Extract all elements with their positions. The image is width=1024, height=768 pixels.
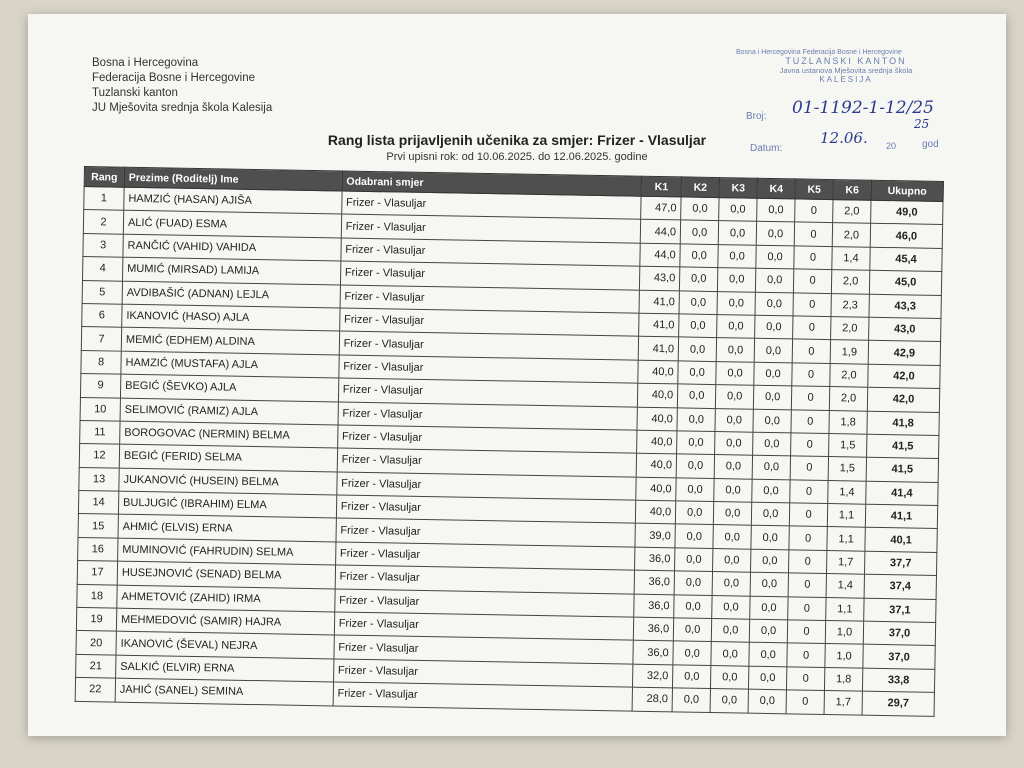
cell-smjer: Frizer - Vlasuljar [340, 285, 640, 314]
cell-ukupno: 42,9 [868, 341, 940, 366]
cell-k1: 28,0 [632, 687, 672, 711]
cell-k4: 0,0 [756, 245, 794, 269]
cell-k4: 0,0 [753, 432, 791, 456]
cell-k5: 0 [789, 526, 827, 550]
cell-k6: 1,4 [832, 246, 870, 270]
cell-k1: 44,0 [640, 243, 680, 267]
cell-k1: 36,0 [633, 617, 673, 641]
cell-k3: 0,0 [716, 338, 754, 362]
cell-ukupno: 42,0 [867, 387, 939, 412]
cell-ukupno: 43,0 [869, 317, 941, 342]
cell-ukupno: 46,0 [870, 224, 942, 249]
cell-k2: 0,0 [675, 501, 713, 525]
cell-k1: 36,0 [635, 547, 675, 571]
stamp-year-hand: 25 [914, 117, 930, 131]
cell-k6: 1,5 [828, 457, 866, 481]
cell-k4: 0,0 [756, 222, 794, 246]
cell-ukupno: 37,0 [863, 621, 935, 646]
cell-k4: 0,0 [749, 643, 787, 667]
stamp-top-line: Bosna i Hercegovina Federacija Bosne i Hercegovine [736, 49, 902, 56]
cell-k2: 0,0 [678, 361, 716, 385]
cell-k2: 0,0 [679, 314, 717, 338]
header-line-school: JU Mješovita srednja škola Kalesija [92, 102, 273, 114]
cell-name: HAMZIĆ (HASAN) AJIŠA [124, 187, 342, 214]
cell-k3: 0,0 [718, 221, 756, 245]
cell-k4: 0,0 [749, 666, 787, 690]
stamp-god: god [922, 139, 939, 150]
cell-k2: 0,0 [680, 220, 718, 244]
cell-k4: 0,0 [754, 339, 792, 363]
cell-k3: 0,0 [718, 268, 756, 292]
cell-k5: 0 [790, 456, 828, 480]
cell-rang: 13 [79, 467, 119, 491]
cell-k3: 0,0 [714, 478, 752, 502]
cell-k4: 0,0 [749, 619, 787, 643]
cell-name: MEHMEDOVIĆ (SAMIR) HAJRA [116, 608, 334, 635]
cell-ukupno: 37,1 [864, 598, 936, 623]
cell-k4: 0,0 [751, 549, 789, 573]
cell-k2: 0,0 [674, 571, 712, 595]
cell-k6: 2,0 [831, 317, 869, 341]
cell-k1: 40,0 [638, 383, 678, 407]
cell-k5: 0 [793, 269, 831, 293]
cell-name: SALKIĆ (ELVIR) ERNA [116, 655, 334, 682]
cell-k1: 40,0 [637, 407, 677, 431]
cell-k3: 0,0 [711, 665, 749, 689]
cell-k2: 0,0 [677, 431, 715, 455]
cell-k3: 0,0 [716, 361, 754, 385]
cell-smjer: Frizer - Vlasuljar [336, 472, 636, 501]
col-header-smjer: Odabrani smjer [342, 171, 642, 196]
cell-k5: 0 [792, 363, 830, 387]
cell-k3: 0,0 [713, 548, 751, 572]
cell-smjer: Frizer - Vlasuljar [335, 542, 635, 571]
cell-k5: 0 [794, 222, 832, 246]
cell-k3: 0,0 [711, 619, 749, 643]
cell-smjer: Frizer - Vlasuljar [338, 378, 638, 407]
cell-k3: 0,0 [719, 198, 757, 222]
ranking-table [75, 166, 944, 717]
cell-name: BEGIĆ (FERID) SELMA [119, 444, 337, 471]
cell-k2: 0,0 [680, 267, 718, 291]
cell-ukupno: 41,5 [867, 434, 939, 459]
cell-k3: 0,0 [717, 291, 755, 315]
cell-rang: 8 [81, 350, 121, 374]
page-title: Rang lista prijavljenih učenika za smjer: Frizer - Vlasuljar [327, 132, 707, 148]
cell-k1: 40,0 [638, 360, 678, 384]
cell-k4: 0,0 [752, 479, 790, 503]
cell-k3: 0,0 [715, 408, 753, 432]
cell-ukupno: 37,4 [864, 574, 936, 599]
cell-smjer: Frizer - Vlasuljar [336, 495, 636, 524]
cell-k6: 1,0 [825, 621, 863, 645]
cell-name: BULJUGIĆ (IBRAHIM) ELMA [118, 491, 336, 518]
cell-k1: 41,0 [639, 313, 679, 337]
cell-k3: 0,0 [713, 502, 751, 526]
cell-k3: 0,0 [714, 455, 752, 479]
cell-rang: 10 [80, 397, 120, 421]
cell-k4: 0,0 [751, 502, 789, 526]
col-header-k6: K6 [833, 180, 871, 201]
cell-smjer: Frizer - Vlasuljar [337, 425, 637, 454]
cell-k3: 0,0 [715, 431, 753, 455]
cell-ukupno: 43,3 [869, 294, 941, 319]
cell-name: ALIĆ (FUAD) ESMA [123, 211, 341, 238]
cell-smjer: Frizer - Vlasuljar [338, 401, 638, 430]
cell-k6: 1,8 [824, 667, 862, 691]
col-header-name: Prezime (Roditelj) Ime [124, 167, 342, 191]
cell-ukupno: 42,0 [868, 364, 940, 389]
cell-smjer: Frizer - Vlasuljar [339, 355, 639, 384]
cell-k5: 0 [795, 199, 833, 223]
cell-k4: 0,0 [757, 198, 795, 222]
stamp-year-suffix: 20 [886, 141, 897, 151]
cell-k6: 1,4 [828, 480, 866, 504]
cell-name: MUMIĆ (MIRSAD) LAMIJA [122, 257, 340, 284]
cell-rang: 11 [80, 420, 120, 444]
cell-k5: 0 [791, 433, 829, 457]
cell-ukupno: 45,4 [870, 247, 942, 272]
col-header-k5: K5 [795, 179, 833, 200]
cell-k6: 2,0 [832, 223, 870, 247]
cell-k6: 2,0 [833, 200, 871, 224]
cell-k1: 43,0 [640, 266, 680, 290]
cell-k4: 0,0 [755, 292, 793, 316]
stamp-broj-label: Broj: [746, 111, 767, 122]
stamp-datum-value: 12.06. [820, 129, 868, 147]
cell-k3: 0,0 [712, 572, 750, 596]
cell-smjer: Frizer - Vlasuljar [339, 308, 639, 337]
cell-ukupno: 45,0 [869, 270, 941, 295]
col-header-k3: K3 [719, 178, 757, 199]
cell-ukupno: 33,8 [862, 668, 934, 693]
cell-ukupno: 41,4 [866, 481, 938, 506]
cell-smjer: Frizer - Vlasuljar [334, 589, 634, 618]
stamp-canton: TUZLANSKI KANTON [785, 56, 907, 66]
cell-name: HAMZIĆ (MUSTAFA) AJLA [121, 351, 339, 378]
cell-k1: 40,0 [637, 430, 677, 454]
cell-name: JUKANOVIĆ (HUSEIN) BELMA [119, 468, 337, 495]
cell-k1: 40,0 [636, 453, 676, 477]
cell-k1: 44,0 [640, 220, 680, 244]
cell-k5: 0 [793, 292, 831, 316]
cell-smjer: Frizer - Vlasuljar [335, 565, 635, 594]
cell-rang: 4 [83, 257, 123, 281]
cell-k5: 0 [792, 339, 830, 363]
cell-k1: 32,0 [633, 664, 673, 688]
cell-k6: 1,4 [826, 574, 864, 598]
cell-rang: 20 [76, 631, 116, 655]
institution-header [92, 56, 272, 116]
cell-k6: 1,1 [827, 504, 865, 528]
cell-rang: 15 [78, 514, 118, 538]
cell-rang: 3 [83, 233, 123, 257]
cell-k5: 0 [788, 573, 826, 597]
cell-name: IKANOVIĆ (ŠEVAL) NEJRA [116, 632, 334, 659]
cell-k2: 0,0 [676, 454, 714, 478]
cell-k4: 0,0 [753, 409, 791, 433]
cell-k1: 36,0 [634, 594, 674, 618]
cell-k6: 1,9 [830, 340, 868, 364]
cell-rang: 21 [76, 654, 116, 678]
stamp-datum-label: Datum: [750, 143, 783, 154]
cell-k6: 1,7 [824, 691, 862, 715]
cell-k6: 1,1 [826, 597, 864, 621]
cell-name: SELIMOVIĆ (RAMIZ) AJLA [120, 398, 338, 425]
cell-name: MEMIĆ (EDHEM) ALDINA [121, 328, 339, 355]
cell-k4: 0,0 [755, 315, 793, 339]
cell-smjer: Frizer - Vlasuljar [341, 191, 641, 220]
header-line-canton: Tuzlanski kanton [92, 87, 178, 99]
stamp-broj-value: 01-1192-1-12/25 [792, 98, 934, 118]
cell-ukupno: 40,1 [865, 528, 937, 553]
cell-rang: 22 [75, 678, 115, 702]
cell-name: IKANOVIĆ (HASO) AJLA [122, 304, 340, 331]
cell-name: HUSEJNOVIĆ (SENAD) BELMA [117, 561, 335, 588]
cell-smjer: Frizer - Vlasuljar [333, 659, 633, 688]
cell-k1: 36,0 [634, 570, 674, 594]
cell-k4: 0,0 [751, 526, 789, 550]
cell-k2: 0,0 [675, 524, 713, 548]
col-header-rang: Rang [84, 167, 124, 188]
cell-k5: 0 [789, 550, 827, 574]
cell-k2: 0,0 [673, 618, 711, 642]
cell-k2: 0,0 [672, 688, 710, 712]
cell-rang: 7 [81, 327, 121, 351]
cell-k3: 0,0 [712, 595, 750, 619]
cell-k3: 0,0 [711, 642, 749, 666]
cell-k1: 40,0 [636, 477, 676, 501]
cell-k2: 0,0 [680, 244, 718, 268]
col-header-k4: K4 [757, 178, 795, 199]
cell-smjer: Frizer - Vlasuljar [339, 331, 639, 360]
cell-k4: 0,0 [748, 689, 786, 713]
cell-k5: 0 [789, 503, 827, 527]
cell-k2: 0,0 [676, 478, 714, 502]
cell-k2: 0,0 [681, 197, 719, 221]
cell-k4: 0,0 [756, 268, 794, 292]
cell-k5: 0 [793, 316, 831, 340]
cell-k2: 0,0 [678, 337, 716, 361]
cell-rang: 19 [76, 607, 116, 631]
header-line-country: Bosna i Hercegovina [92, 57, 199, 69]
cell-k4: 0,0 [752, 456, 790, 480]
cell-rang: 17 [77, 561, 117, 585]
cell-k6: 2,0 [830, 363, 868, 387]
cell-k4: 0,0 [750, 596, 788, 620]
cell-k1: 41,0 [638, 337, 678, 361]
cell-k6: 1,0 [825, 644, 863, 668]
page-subtitle: Prvi upisni rok: od 10.06.2025. do 12.06.2025. godine [386, 151, 648, 163]
cell-ukupno: 37,7 [864, 551, 936, 576]
cell-k6: 1,7 [827, 550, 865, 574]
cell-k3: 0,0 [713, 525, 751, 549]
cell-ukupno: 49,0 [871, 200, 943, 225]
cell-k1: 36,0 [633, 641, 673, 665]
cell-k3: 0,0 [718, 244, 756, 268]
cell-k2: 0,0 [675, 548, 713, 572]
cell-rang: 16 [78, 537, 118, 561]
cell-name: AHMIĆ (ELVIS) ERNA [118, 515, 336, 542]
cell-smjer: Frizer - Vlasuljar [337, 448, 637, 477]
cell-ukupno: 41,8 [867, 411, 939, 436]
col-header-ukupno: Ukupno [871, 180, 943, 201]
cell-smjer: Frizer - Vlasuljar [340, 261, 640, 290]
col-header-k1: K1 [641, 176, 681, 197]
col-header-k2: K2 [681, 177, 719, 198]
cell-k3: 0,0 [715, 385, 753, 409]
cell-k2: 0,0 [673, 641, 711, 665]
cell-name: RANČIĆ (VAHID) VAHIDA [123, 234, 341, 261]
cell-smjer: Frizer - Vlasuljar [341, 214, 641, 243]
cell-rang: 5 [82, 280, 122, 304]
cell-rang: 9 [80, 374, 120, 398]
cell-k1: 40,0 [636, 500, 676, 524]
cell-k6: 2,0 [831, 270, 869, 294]
cell-k6: 2,0 [829, 387, 867, 411]
cell-k5: 0 [791, 386, 829, 410]
cell-name: BOROGOVAC (NERMIN) BELMA [120, 421, 338, 448]
cell-k4: 0,0 [750, 572, 788, 596]
cell-k2: 0,0 [677, 407, 715, 431]
cell-name: AHMETOVIĆ (ZAHID) IRMA [117, 585, 335, 612]
cell-k5: 0 [787, 667, 825, 691]
cell-k1: 47,0 [641, 196, 681, 220]
cell-k1: 39,0 [635, 524, 675, 548]
cell-k5: 0 [794, 246, 832, 270]
cell-k2: 0,0 [673, 665, 711, 689]
cell-k6: 1,5 [829, 433, 867, 457]
cell-rang: 14 [78, 491, 118, 515]
cell-rang: 6 [82, 303, 122, 327]
stamp-city: KALESIJA [819, 75, 873, 84]
document-page [28, 14, 1006, 736]
cell-k5: 0 [786, 690, 824, 714]
cell-k6: 1,1 [827, 527, 865, 551]
cell-smjer: Frizer - Vlasuljar [333, 682, 633, 711]
cell-smjer: Frizer - Vlasuljar [334, 635, 634, 664]
cell-k2: 0,0 [674, 595, 712, 619]
cell-k5: 0 [788, 596, 826, 620]
cell-k3: 0,0 [717, 315, 755, 339]
cell-k1: 41,0 [639, 290, 679, 314]
cell-name: AVDIBAŠIĆ (ADNAN) LEJLA [122, 281, 340, 308]
cell-ukupno: 41,1 [865, 504, 937, 529]
cell-rang: 12 [79, 444, 119, 468]
cell-name: BEGIĆ (ŠEVKO) AJLA [120, 374, 338, 401]
cell-k3: 0,0 [710, 689, 748, 713]
cell-k4: 0,0 [754, 362, 792, 386]
cell-name: JAHIĆ (SANEL) SEMINA [115, 678, 333, 705]
cell-ukupno: 37,0 [863, 645, 935, 670]
cell-rang: 18 [77, 584, 117, 608]
cell-k2: 0,0 [678, 384, 716, 408]
cell-k5: 0 [791, 409, 829, 433]
cell-ukupno: 41,5 [866, 457, 938, 482]
cell-k6: 2,3 [831, 293, 869, 317]
cell-rang: 2 [83, 210, 123, 234]
cell-name: MUMINOVIĆ (FAHRUDIN) SELMA [118, 538, 336, 565]
header-line-federation: Federacija Bosne i Hercegovine [92, 72, 256, 84]
cell-k4: 0,0 [753, 385, 791, 409]
cell-k2: 0,0 [679, 290, 717, 314]
cell-rang: 1 [84, 187, 124, 211]
cell-smjer: Frizer - Vlasuljar [336, 518, 636, 547]
cell-smjer: Frizer - Vlasuljar [341, 238, 641, 267]
cell-k5: 0 [787, 620, 825, 644]
cell-k6: 1,8 [829, 410, 867, 434]
cell-smjer: Frizer - Vlasuljar [334, 612, 634, 641]
cell-ukupno: 29,7 [862, 691, 934, 716]
stamp-school: Javna ustanova Mješovita srednja škola [779, 66, 913, 75]
cell-k5: 0 [787, 643, 825, 667]
cell-k5: 0 [790, 480, 828, 504]
